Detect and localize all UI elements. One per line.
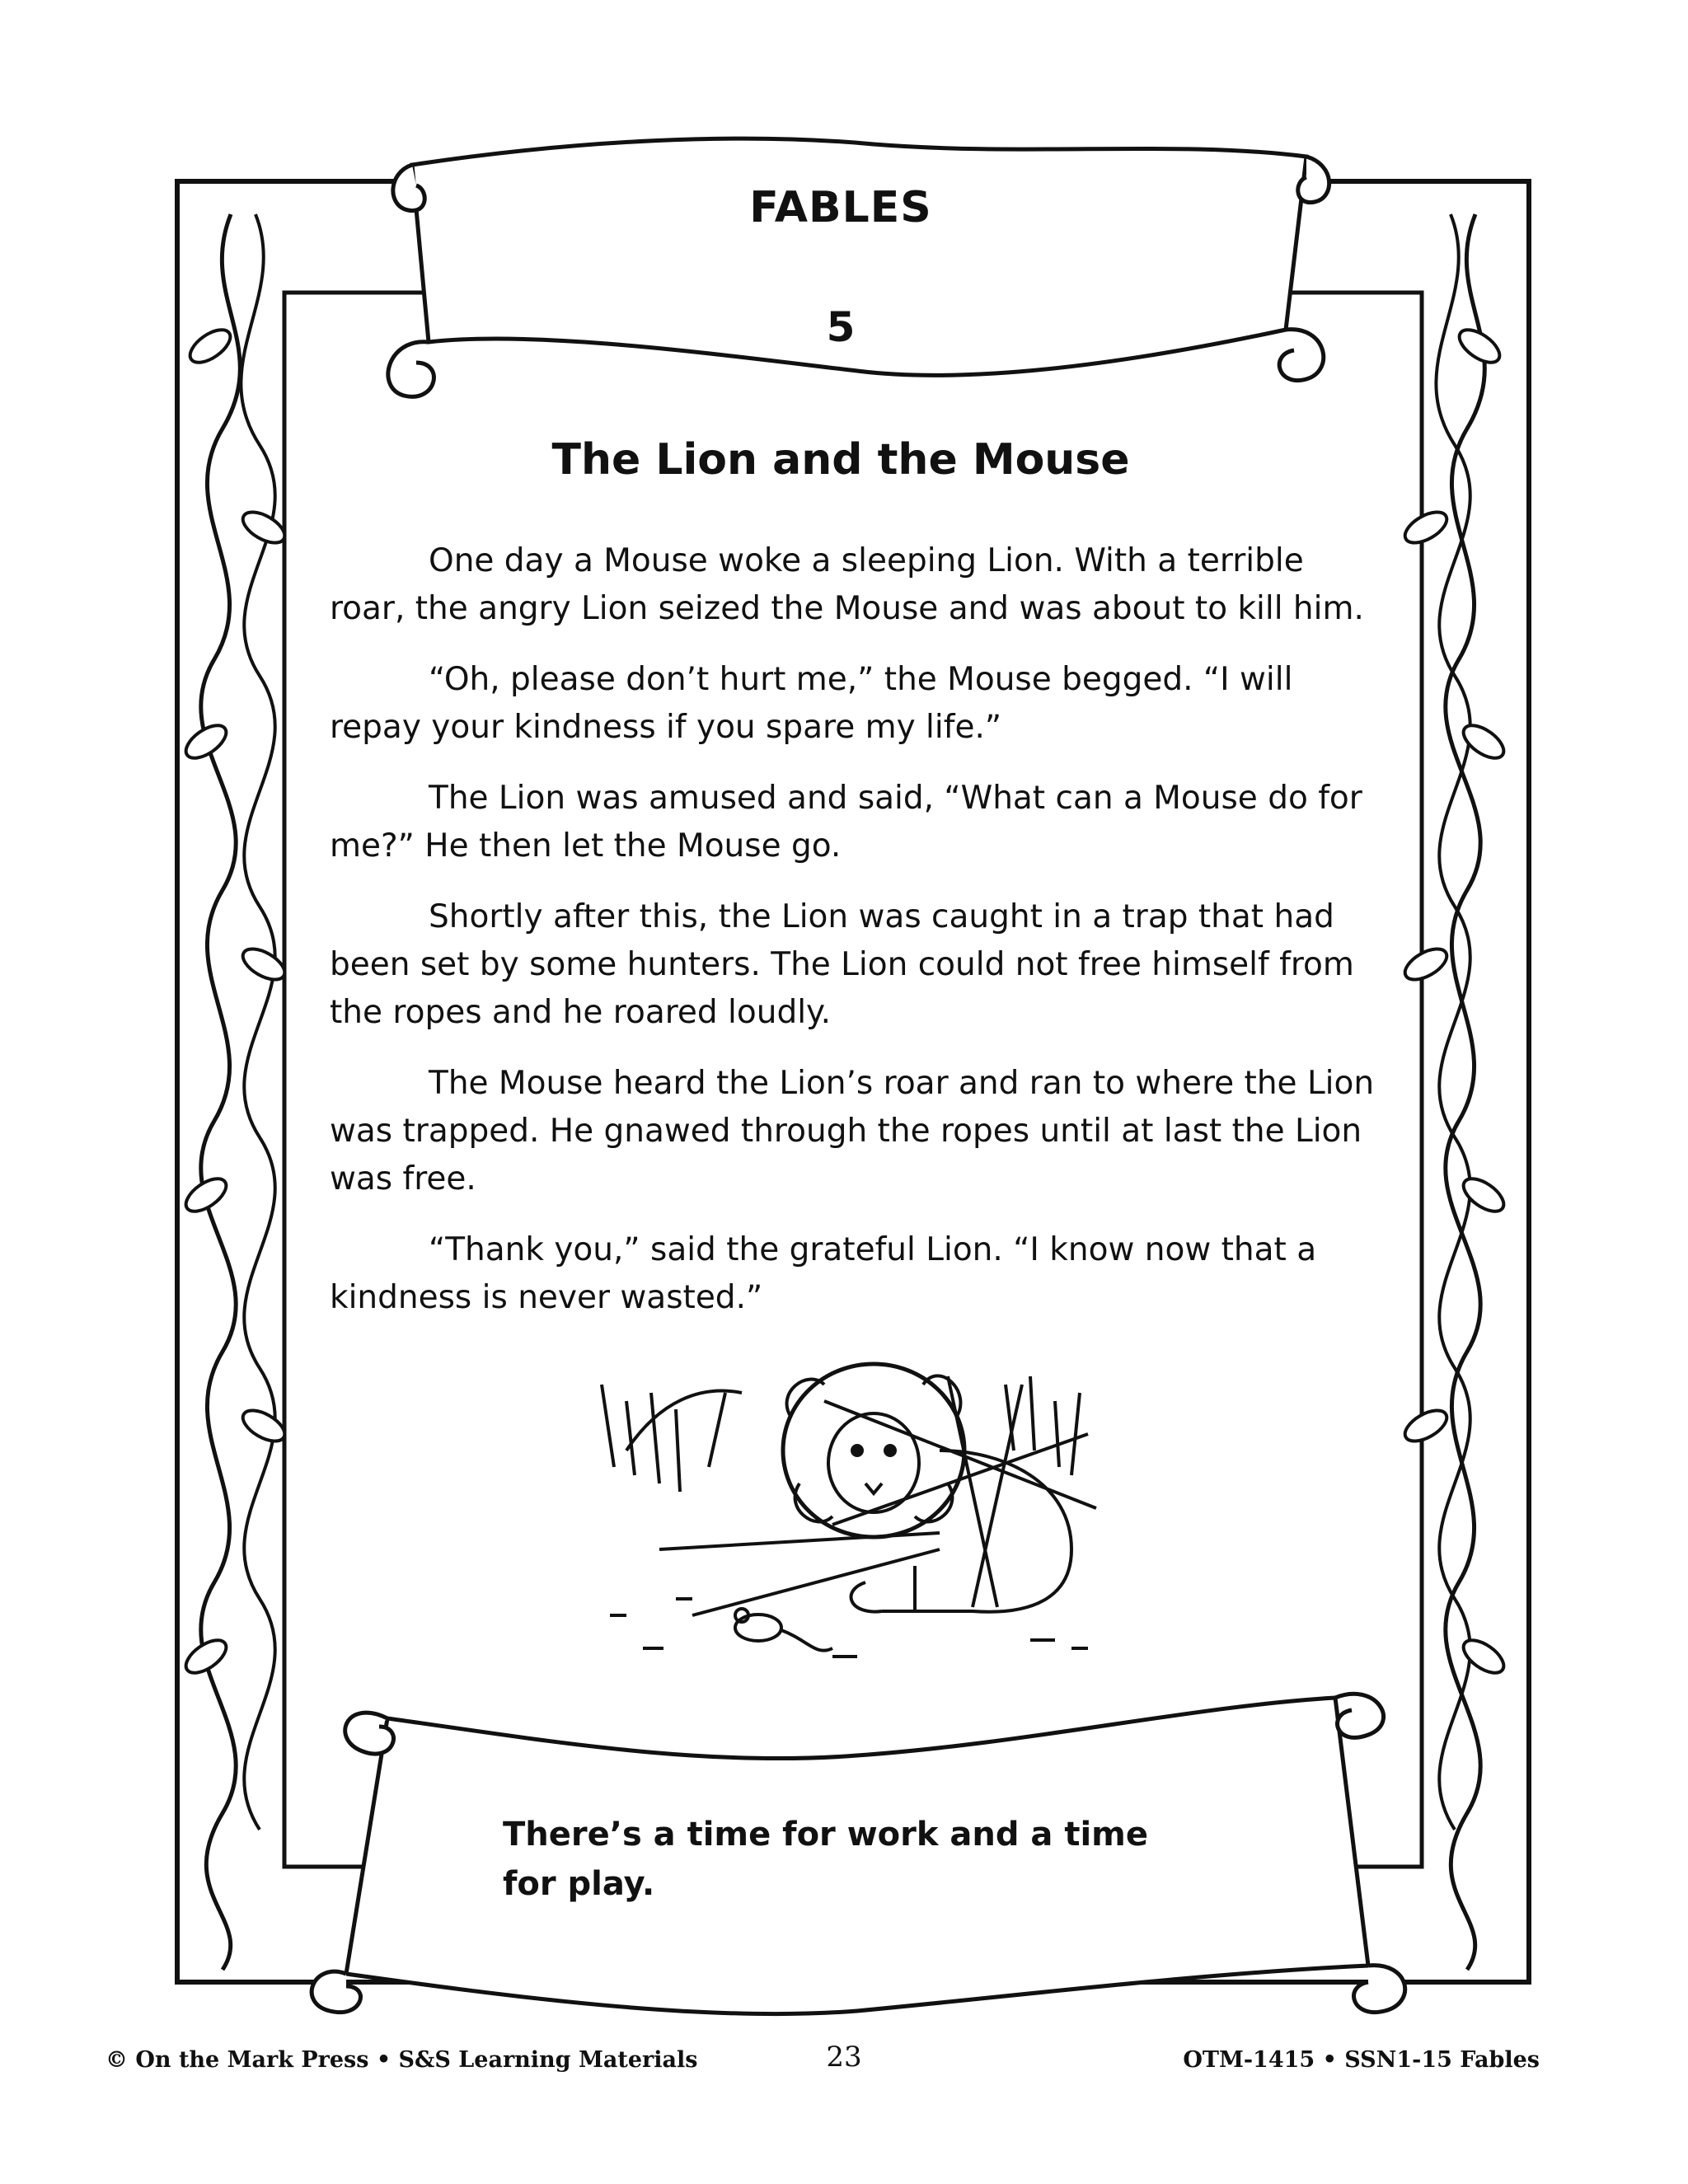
header-title: FABLES xyxy=(749,183,932,232)
story-paragraph: One day a Mouse woke a sleeping Lion. With a terrible roar, the angry Lion seized the Mouse and was about to kill him. xyxy=(330,542,1364,627)
footer-product-code: OTM-1415 • SSN1-15 Fables xyxy=(1183,2047,1540,2073)
story-paragraph: “Thank you,” said the grateful Lion. “I know now that a kindness is never wasted.” xyxy=(330,1231,1317,1316)
top-scroll-banner xyxy=(388,138,1329,396)
story-paragraph: The Lion was amused and said, “What can a Mouse do for me?” He then let the Mouse go. xyxy=(330,780,1362,865)
story-body xyxy=(330,537,1389,1345)
story-paragraph: The Mouse heard the Lion’s roar and ran to where the Lion was trapped. He gnawed through the ropes until at last the Lion was free. xyxy=(330,1065,1375,1197)
footer-publisher: © On the Mark Press • S&S Learning Materials xyxy=(106,2047,698,2073)
story-paragraph: “Oh, please don’t hurt me,” the Mouse begged. “I will repay your kindness if you spare my life.” xyxy=(330,661,1293,746)
vine-right xyxy=(1446,214,1485,1970)
header-number: 5 xyxy=(826,303,856,351)
vine-left xyxy=(201,214,241,1970)
lion-and-mouse-illustration xyxy=(602,1364,1096,1657)
story-title: The Lion and the Mouse xyxy=(551,435,1130,485)
footer-page-number: 23 xyxy=(826,2041,862,2074)
moral-text: There’s a time for work and a time for play. xyxy=(503,1816,1148,1903)
vine-left-2 xyxy=(241,214,274,1830)
story-paragraph: Shortly after this, the Lion was caught in a trap that had been set by some hunters. The Lion could not free himself from the ropes and he roared loudly. xyxy=(330,898,1354,1031)
